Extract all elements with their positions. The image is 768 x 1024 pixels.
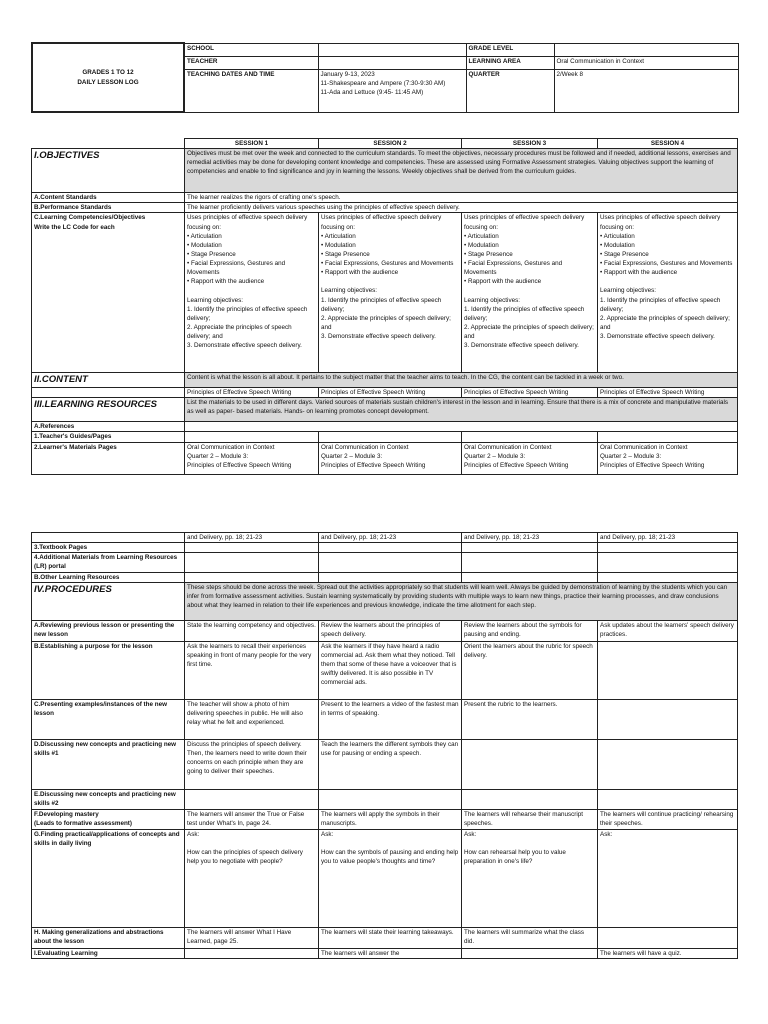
learners-materials-session-2: Oral Communication in Context Quarter 2 – Module 3: Principles of Effective Speech Writing	[319, 442, 462, 474]
procedure-row-b-session-2: Ask the learners if they have heard a radio commercial ad. Ask them what they noticed. Tell them that some of these have a voiceover that is swiftly delivered. It is also possible in TV commercial ads.	[319, 641, 462, 699]
lm-continued-session-3: and Delivery, pp. 18; 21-23	[462, 533, 598, 543]
procedure-row-b-session-3: Orient the learners about the rubric for speech delivery.	[462, 641, 598, 699]
learning-area-label: LEARNING AREA	[466, 56, 554, 69]
procedures-description: These steps should be done across the week. Spread out the activities appropriately so that students will learn well. Always be guided by demonstration of learning by the students which you can infer from formative assessment activities. Sustain learning systematically by providing students with multiple ways to learn new things, practice their learning processes, and draw conclusions about what they learned in relation to their life experiences and previous knowledge, indicate the time allotment for each step.	[185, 582, 738, 620]
lm-continued-session-1: and Delivery, pp. 18; 21-23	[185, 533, 319, 543]
objectives-heading: I.OBJECTIVES	[32, 149, 185, 193]
grade-level-label: GRADE LEVEL	[466, 43, 554, 56]
procedure-row-g-session-4: Ask:	[598, 829, 738, 927]
other-session-2	[319, 572, 462, 582]
procedure-row-e-session-3	[462, 789, 598, 809]
competency-session-1: Uses principles of effective speech delivery focusing on: • Articulation • Modulation • Stage Presence • Facial Expressions, Gestures and Movements • Rapport with the audience Learning objectives: 1. Identify the principles of effective speech delivery; 2. Appreciate the principles of speech delivery; and 3. Demonstrate effective speech delivery.	[185, 213, 319, 373]
procedure-row-c-session-2: Present to the learners a video of the fastest man in terms of speaking.	[319, 699, 462, 739]
quarter-value: 2/Week 8	[554, 69, 738, 112]
teachers-guides-session-1	[185, 432, 319, 442]
session-4-header: SESSION 4	[598, 139, 738, 149]
procedure-row-e-session-4	[598, 789, 738, 809]
lesson-log-title	[32, 43, 184, 112]
procedure-row-i-session-4: The learners will have a quiz.	[598, 948, 738, 958]
procedure-row-e-session-2	[319, 789, 462, 809]
grade-level-value	[554, 43, 738, 56]
additional-materials-label: 4.Additional Materials from Learning Resources (LR) portal	[32, 553, 185, 572]
session-1-header: SESSION 1	[185, 139, 319, 149]
procedure-row-f-session-4: The learners will continue practicing/ rehearsing their speeches.	[598, 809, 738, 829]
session-3-header: SESSION 3	[462, 139, 598, 149]
teacher-value	[318, 56, 466, 69]
procedure-row-c-session-4	[598, 699, 738, 739]
teachers-guides-label: 1.Teacher's Guides/Pages	[32, 432, 185, 442]
lm-continued-session-4: and Delivery, pp. 18; 21-23	[598, 533, 738, 543]
quarter-label: QUARTER	[466, 69, 554, 112]
procedure-row-d-label: D.Discussing new concepts and practicing new skills #1	[32, 739, 185, 789]
procedure-row-a-session-1: State the learning competency and objectives.	[185, 620, 319, 641]
content-heading: II.CONTENT	[32, 373, 185, 388]
lm-continued-session-2: and Delivery, pp. 18; 21-23	[319, 533, 462, 543]
content-description: Content is what the lesson is all about. It pertains to the subject matter that the teacher aims to teach. In the CG, the content can be tackled in a week or two.	[185, 373, 738, 388]
content-topic-spacer	[32, 388, 185, 398]
teachers-guides-session-3	[462, 432, 598, 442]
content-topic-session-2: Principles of Effective Speech Writing	[319, 388, 462, 398]
other-resources-label: B.Other Learning Resources	[32, 572, 185, 582]
session-corner	[32, 139, 185, 149]
references-label: A.References	[32, 422, 185, 432]
procedure-row-d-session-3	[462, 739, 598, 789]
teachers-guides-session-4	[598, 432, 738, 442]
teachers-guides-session-2	[319, 432, 462, 442]
procedure-row-g-session-2: Ask: How can the symbols of pausing and ending help you to value people's thoughts and time?	[319, 829, 462, 927]
procedure-row-i-session-1	[185, 948, 319, 958]
lm-continued-spacer	[32, 533, 185, 543]
additional-session-3	[462, 553, 598, 572]
procedure-row-c-label: C.Presenting examples/instances of the new lesson	[32, 699, 185, 739]
procedure-row-b-label: B.Establishing a purpose for the lesson	[32, 641, 185, 699]
procedure-row-f-session-1: The learners will answer the True or False test under What's In, page 24.	[185, 809, 319, 829]
textbook-session-3	[462, 543, 598, 553]
procedure-row-e-session-1	[185, 789, 319, 809]
content-topic-session-3: Principles of Effective Speech Writing	[462, 388, 598, 398]
textbook-session-4	[598, 543, 738, 553]
other-session-3	[462, 572, 598, 582]
procedure-row-h-session-1: The learners will answer What I Have Learned, page 25.	[185, 927, 319, 948]
competency-session-2: Uses principles of effective speech delivery focusing on: • Articulation • Modulation • Stage Presence • Facial Expressions, Gestures and Movements • Rapport with the audience Learning objectives: 1. Identify the principles of effective speech delivery; 2. Appreciate the principles of speech delivery; and 3. Demonstrate effective speech delivery.	[319, 213, 462, 373]
school-label: SCHOOL	[184, 43, 318, 56]
procedures-heading: IV.PROCEDURES	[32, 582, 185, 620]
competency-session-4: Uses principles of effective speech delivery focusing on: • Articulation • Modulation • Stage Presence • Facial Expressions, Gestures and Movements • Rapport with the audience Learning objectives: 1. Identify the principles of effective speech delivery; 2. Appreciate the principles of speech delivery; and 3. Demonstrate effective speech delivery.	[598, 213, 738, 373]
title-line-2: DAILY LESSON LOG	[77, 78, 139, 86]
performance-standards-label: B.Performance Standards	[32, 203, 185, 213]
competencies-label: C.Learning Competencies/Objectives Write the LC Code for each	[32, 213, 185, 373]
teacher-label: TEACHER	[184, 56, 318, 69]
procedure-row-d-session-1: Discuss the principles of speech delivery. Then, the learners need to write down their concerns on each principle when they are going to deliver their speeches.	[185, 739, 319, 789]
procedure-row-h-session-4	[598, 927, 738, 948]
procedure-row-g-session-3: Ask: How can rehearsal help you to value preparation in one's life?	[462, 829, 598, 927]
procedure-row-c-session-3: Present the rubric to the learners.	[462, 699, 598, 739]
procedure-row-h-label: H. Making generalizations and abstractions about the lesson	[32, 927, 185, 948]
procedure-row-f-session-2: The learners will apply the symbols in their manuscripts.	[319, 809, 462, 829]
procedure-row-a-session-3: Review the learners about the symbols for pausing and ending.	[462, 620, 598, 641]
competency-session-3: Uses principles of effective speech delivery focusing on: • Articulation • Modulation • Stage Presence • Facial Expressions, Gestures and Movements • Rapport with the audience Learning objectives: 1. Identify the principles of effective speech delivery; 2. Appreciate the principles of speech delivery; and 3. Demonstrate effective speech delivery.	[462, 213, 598, 373]
resources-heading: III.LEARNING RESOURCES	[32, 398, 185, 422]
other-session-1	[185, 572, 319, 582]
additional-session-1	[185, 553, 319, 572]
lesson-table-page-2	[31, 532, 738, 959]
content-standards-label: A.Content Standards	[32, 193, 185, 203]
procedure-row-g-session-1: Ask: How can the principles of speech delivery help you to negotiate with people?	[185, 829, 319, 927]
procedure-row-e-label: E.Discussing new concepts and practicing new skills #2	[32, 789, 185, 809]
procedure-row-d-session-2: Teach the learners the different symbols they can use for pausing or ending a speech.	[319, 739, 462, 789]
procedure-row-b-session-4	[598, 641, 738, 699]
textbook-session-2	[319, 543, 462, 553]
procedure-row-i-session-3	[462, 948, 598, 958]
procedure-row-c-session-1: The teacher will show a photo of him delivering speeches in public. He will also relay what he felt and experienced.	[185, 699, 319, 739]
learners-materials-session-1: Oral Communication in Context Quarter 2 – Module 3: Principles of Effective Speech Writing	[185, 442, 319, 474]
objectives-description: Objectives must be met over the week and connected to the curriculum standards. To meet the objectives, necessary procedures must be followed and if needed, additional lessons, exercises and remedial activities may be done for developing content knowledge and competencies. These are assessed using Formative Assessment strategies. Valuing objectives support the learning of competencies and enable to find significance and joy in learning the lessons. Weekly objectives shall be derived from the curriculum guides.	[185, 149, 738, 193]
procedure-row-a-session-4: Ask updates about the learners' speech delivery practices.	[598, 620, 738, 641]
additional-session-2	[319, 553, 462, 572]
content-topic-session-1: Principles of Effective Speech Writing	[185, 388, 319, 398]
procedure-row-h-session-2: The learners will state their learning takeaways.	[319, 927, 462, 948]
procedure-row-f-label: F.Developing mastery (Leads to formative assessment)	[32, 809, 185, 829]
other-session-4	[598, 572, 738, 582]
teaching-dates-label: TEACHING DATES AND TIME	[184, 69, 318, 112]
learners-materials-session-3: Oral Communication in Context Quarter 2 – Module 3: Principles of Effective Speech Writing	[462, 442, 598, 474]
procedure-row-b-session-1: Ask the learners to recall their experiences speaking in front of many people for the very first time.	[185, 641, 319, 699]
learners-materials-label: 2.Learner's Materials Pages	[32, 442, 185, 474]
additional-session-4	[598, 553, 738, 572]
teaching-dates-value: January 9-13, 2023 11-Shakespeare and Ampere (7:30-9:30 AM) 11-Ada and Lettuce (9:45- 11:45 AM)	[318, 69, 466, 112]
procedure-row-h-session-3: The learners will summarize what the class did.	[462, 927, 598, 948]
lesson-table-page-1	[31, 138, 738, 475]
procedure-row-f-session-3: The learners will rehearse their manuscript speeches.	[462, 809, 598, 829]
session-2-header: SESSION 2	[319, 139, 462, 149]
procedure-row-i-session-2: The learners will answer the	[319, 948, 462, 958]
school-value	[318, 43, 466, 56]
resources-description: List the materials to be used in different days. Varied sources of materials sustain children's interest in the lesson and in learning. Ensure that there is a mix of concrete and manipulative materials as well as paper- based materials. Hands- on learning promotes concept development.	[185, 398, 738, 422]
procedure-row-a-session-2: Review the learners about the principles of speech delivery.	[319, 620, 462, 641]
procedure-row-i-label: I.Evaluating Learning	[32, 948, 185, 958]
references-value	[185, 422, 738, 432]
textbook-pages-label: 3.Textbook Pages	[32, 543, 185, 553]
content-standards-value: The learner realizes the rigors of crafting one's speech.	[185, 193, 738, 203]
procedure-row-a-label: A.Reviewing previous lesson or presenting the new lesson	[32, 620, 185, 641]
learners-materials-session-4: Oral Communication in Context Quarter 2 – Module 3: Principles of Effective Speech Writing	[598, 442, 738, 474]
learning-area-value: Oral Communication in Context	[554, 56, 738, 69]
header-table	[31, 42, 739, 113]
title-line-1: GRADES 1 TO 12	[82, 69, 134, 77]
performance-standards-value: The learner proficiently delivers various speeches using the principles of effective speech delivery.	[185, 203, 738, 213]
textbook-session-1	[185, 543, 319, 553]
procedure-row-g-label: G.Finding practical/applications of concepts and skills in daily living	[32, 829, 185, 927]
procedure-row-d-session-4	[598, 739, 738, 789]
content-topic-session-4: Principles of Effective Speech Writing	[598, 388, 738, 398]
